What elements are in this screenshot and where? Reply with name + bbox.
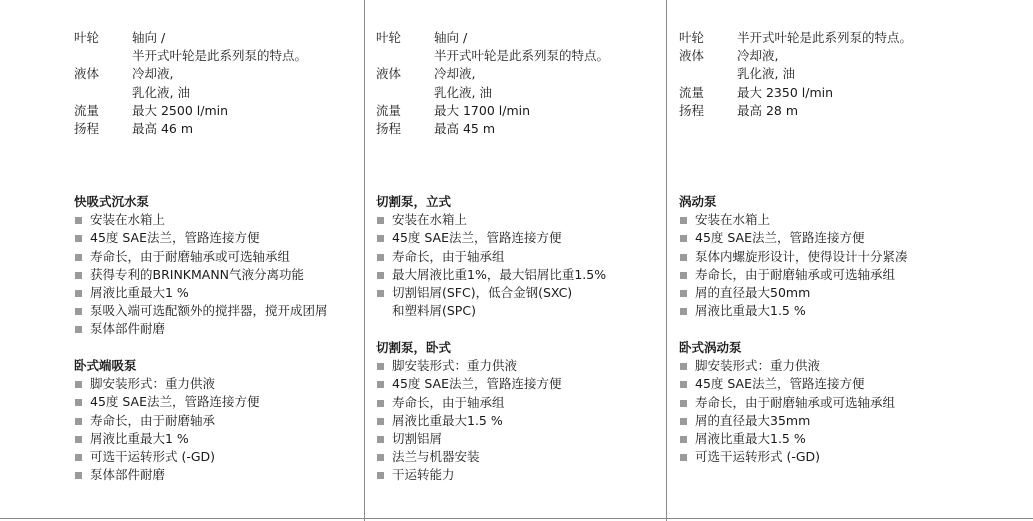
section-title: 切割泵，卧式	[376, 340, 452, 355]
bullet-square-icon	[377, 400, 384, 407]
section-title: 快吸式沉水泵	[74, 194, 150, 209]
spec-value: 最高 28 m	[737, 102, 799, 118]
spec-key: 叶轮	[74, 30, 100, 45]
bullet-square-icon	[377, 290, 384, 297]
section-horizontal-vortex-pump	[679, 339, 895, 466]
pump-column-3	[668, 0, 1033, 521]
spec-row-flow	[74, 102, 307, 120]
feature-item: 安装在水箱上	[679, 211, 908, 229]
feature-item: 寿命长，由于耐磨轴承或可选轴承组	[679, 394, 895, 412]
bullet-square-icon	[377, 235, 384, 242]
bullet-square-icon	[377, 436, 384, 443]
pump-column-1	[0, 0, 364, 521]
bullet-square-icon	[75, 472, 82, 479]
spec-row-head	[74, 120, 307, 138]
bullet-square-icon	[75, 399, 82, 406]
spec-value: 最大 2500 l/min	[132, 102, 229, 118]
feature-item: 寿命长，由于轴承组	[376, 248, 606, 266]
spec-value: 冷却液,	[737, 48, 779, 64]
feature-item: 寿命长，由于耐磨轴承或可选轴承组	[679, 266, 908, 284]
spec-key: 液体	[74, 66, 100, 82]
spec-key: 液体	[679, 48, 705, 64]
spec-row-impeller	[376, 29, 609, 65]
feature-item: 45度 SAE法兰，管路连接方便	[74, 229, 328, 247]
bullet-square-icon	[680, 272, 687, 279]
section-cutting-pump-horizontal	[376, 339, 562, 485]
feature-item: 寿命长，由于耐磨轴承	[74, 412, 260, 430]
bullet-square-icon	[680, 290, 687, 297]
feature-item: 屑液比重最大1 %	[74, 284, 328, 302]
section-title: 卧式涡动泵	[679, 340, 742, 355]
bullet-square-icon	[680, 418, 687, 425]
bullet-square-icon	[377, 418, 384, 425]
spec-value: 半开式叶轮是此系列泵的特点。	[132, 48, 308, 64]
feature-item: 获得专利的BRINKMANN气液分离功能	[74, 266, 328, 284]
feature-item: 45度 SAE法兰，管路连接方便	[74, 393, 260, 411]
section-horizontal-end-suction-pump	[74, 357, 260, 484]
bullet-square-icon	[680, 254, 687, 261]
spec-row-fluid	[376, 65, 609, 101]
section-title: 卧式端吸泵	[74, 358, 137, 373]
feature-item: 脚安装形式：重力供液	[74, 375, 260, 393]
feature-item: 45度 SAE法兰，管路连接方便	[376, 375, 562, 393]
spec-row-head	[376, 120, 609, 138]
feature-item: 泵吸入端可选配额外的搅拌器，搅开成团屑	[74, 302, 328, 320]
feature-item: 寿命长，由于耐磨轴承或可选轴承组	[74, 248, 328, 266]
spec-value: 冷却液,	[132, 66, 174, 82]
spec-value: 冷却液,	[434, 66, 476, 82]
bullet-square-icon	[75, 290, 82, 297]
spec-row-flow	[679, 84, 912, 102]
feature-item: 最大屑液比重1%，最大铝屑比重1.5%	[376, 266, 606, 284]
bullet-square-icon	[75, 308, 82, 315]
bullet-square-icon	[680, 235, 687, 242]
spec-table	[376, 29, 609, 138]
spec-row-impeller	[679, 29, 912, 47]
spec-value: 乳化液, 油	[132, 84, 190, 100]
spec-key: 流量	[679, 84, 705, 100]
feature-item: 安装在水箱上	[74, 211, 328, 229]
feature-item: 脚安装形式：重力供液	[679, 357, 895, 375]
section-title: 切割泵，立式	[376, 194, 452, 209]
feature-item: 寿命长，由于轴承组	[376, 394, 562, 412]
feature-item: 法兰与机器安装	[376, 448, 562, 466]
bullet-square-icon	[680, 217, 687, 224]
feature-item-continuation: 和塑料屑(SPC)	[392, 303, 476, 319]
bullet-square-icon	[75, 235, 82, 242]
feature-item: 安装在水箱上	[376, 211, 606, 229]
spec-value: 最大 1700 l/min	[434, 102, 531, 118]
spec-key: 流量	[376, 102, 402, 118]
feature-item: 泵体部件耐磨	[74, 320, 328, 338]
spec-value: 最大 2350 l/min	[737, 84, 834, 100]
spec-key: 扬程	[679, 102, 705, 118]
spec-table	[74, 29, 307, 138]
spec-key: 扬程	[74, 121, 100, 137]
bullet-square-icon	[75, 436, 82, 443]
section-cutting-pump-vertical	[376, 193, 606, 320]
feature-item: 屑的直径最大35mm	[679, 412, 895, 430]
feature-item: 切割铝屑	[376, 430, 562, 448]
bullet-square-icon	[680, 363, 687, 370]
bullet-square-icon	[377, 254, 384, 261]
feature-item: 45度 SAE法兰，管路连接方便	[679, 229, 908, 247]
spec-value: 最高 45 m	[434, 121, 496, 137]
column-divider-1	[364, 0, 365, 521]
bullet-square-icon	[680, 454, 687, 461]
spec-value: 半开式叶轮是此系列泵的特点。	[434, 48, 610, 64]
bullet-square-icon	[377, 272, 384, 279]
spec-value: 轴向 /	[132, 30, 166, 45]
bullet-square-icon	[680, 400, 687, 407]
feature-item: 45度 SAE法兰，管路连接方便	[376, 229, 606, 247]
bullet-square-icon	[680, 308, 687, 315]
feature-item: 可选干运转形式 (-GD)	[74, 448, 260, 466]
column-divider-2	[666, 0, 667, 521]
spec-table	[679, 29, 912, 120]
spec-value: 最高 46 m	[132, 121, 194, 137]
spec-key: 叶轮	[679, 30, 705, 45]
feature-item: 屑液比重最大1.5 %	[376, 412, 562, 430]
spec-value: 乳化液, 油	[737, 66, 795, 82]
spec-value: 轴向 /	[434, 30, 468, 45]
feature-item: 切割铝屑(SFC)，低合金钢(SXC)	[376, 284, 606, 302]
spec-key: 叶轮	[376, 30, 402, 45]
feature-item: 脚安装形式：重力供液	[376, 357, 562, 375]
bullet-square-icon	[680, 381, 687, 388]
bullet-square-icon	[75, 217, 82, 224]
bullet-square-icon	[75, 272, 82, 279]
spec-key: 扬程	[376, 121, 402, 137]
feature-item: 屑液比重最大1.5 %	[679, 430, 895, 448]
spec-row-flow	[376, 102, 609, 120]
section-vortex-pump	[679, 193, 908, 320]
spec-row-fluid	[74, 65, 307, 101]
feature-item: 45度 SAE法兰，管路连接方便	[679, 375, 895, 393]
bullet-square-icon	[75, 454, 82, 461]
feature-item: 屑的直径最大50mm	[679, 284, 908, 302]
spec-row-impeller	[74, 29, 307, 65]
bullet-square-icon	[377, 472, 384, 479]
feature-item: 屑液比重最大1 %	[74, 430, 260, 448]
section-title: 涡动泵	[679, 194, 717, 209]
bullet-square-icon	[377, 217, 384, 224]
bullet-square-icon	[377, 454, 384, 461]
spec-row-fluid	[679, 47, 912, 83]
bullet-square-icon	[680, 436, 687, 443]
spec-value: 乳化液, 油	[434, 84, 492, 100]
pump-column-2	[366, 0, 666, 521]
spec-row-head	[679, 102, 912, 120]
bullet-square-icon	[75, 381, 82, 388]
feature-item: 可选干运转形式 (-GD)	[679, 448, 895, 466]
spec-value: 半开式叶轮是此系列泵的特点。	[737, 30, 913, 45]
feature-item: 泵体部件耐磨	[74, 466, 260, 484]
spec-key: 液体	[376, 66, 402, 82]
feature-item: 干运转能力	[376, 466, 562, 484]
feature-item: 屑液比重最大1.5 %	[679, 302, 908, 320]
bullet-square-icon	[75, 418, 82, 425]
bullet-square-icon	[75, 326, 82, 333]
bullet-square-icon	[75, 254, 82, 261]
feature-item: 泵体内螺旋形设计，使得设计十分紧凑	[679, 248, 908, 266]
bullet-square-icon	[377, 381, 384, 388]
bullet-square-icon	[377, 363, 384, 370]
spec-key: 流量	[74, 102, 100, 118]
section-quick-suction-pump	[74, 193, 328, 339]
